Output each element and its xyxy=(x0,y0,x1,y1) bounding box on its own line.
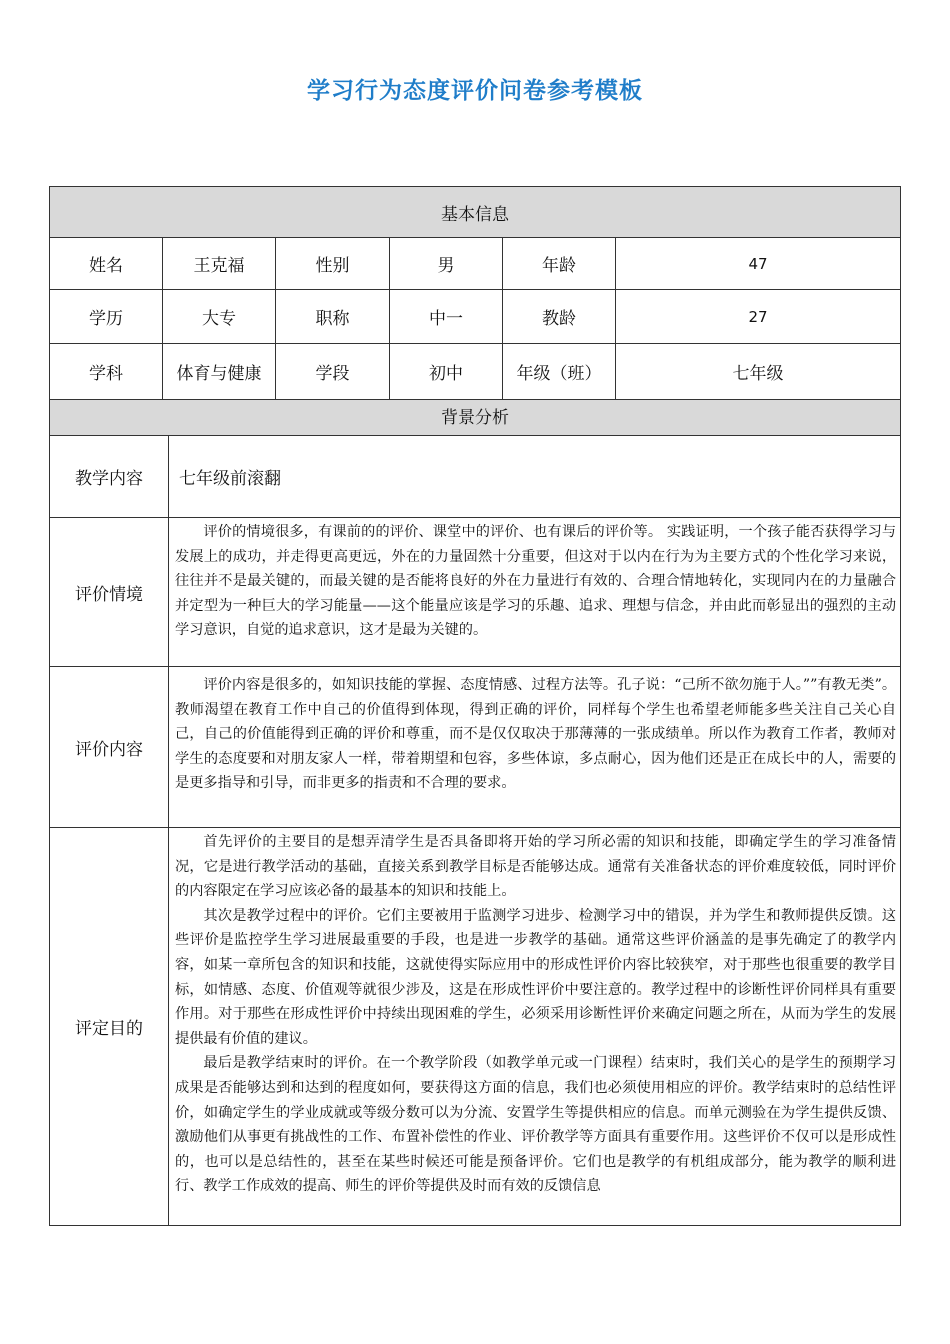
document-title: 学习行为态度评价问卷参考模板 xyxy=(307,78,643,104)
table-row xyxy=(50,436,901,518)
purpose-label: 评定目的 xyxy=(50,828,169,1226)
table-row xyxy=(50,238,901,290)
education-value: 大专 xyxy=(163,290,276,344)
teaching-content-value: 七年级前滚翻 xyxy=(169,436,901,518)
teaching-years-label: 教龄 xyxy=(503,290,616,344)
subject-value: 体育与健康 xyxy=(163,344,276,400)
purpose-paragraph-1: 首先评价的主要目的是想弄清学生是否具备即将开始的学习所必需的知识和技能，即确定学生的学习准备情况，它是进行教学活动的基础，直接关系到教学目标是否能够达成。通常有关准备状态的评价难度较低，同时评价的内容限定在学习应该必备的最基本的知识和技能上。 xyxy=(175,834,897,900)
subject-label: 学科 xyxy=(50,344,163,400)
evaluation-content-cell xyxy=(169,667,901,828)
stage-value: 初中 xyxy=(390,344,503,400)
stage-label: 学段 xyxy=(276,344,390,400)
rank-value: 中一 xyxy=(390,290,503,344)
gender-label: 性别 xyxy=(276,238,390,290)
rank-label: 职称 xyxy=(276,290,390,344)
context-text: 评价的情境很多，有课前的的评价、课堂中的评价、也有课后的评价等。 实践证明，一个孩子能否获得学习与发展上的成功，并走得更高更远，外在的力量固然十分重要，但这对于以内在行为为主要方式的个性化学习来说，往往并不是最关键的，而最关键的是否能将良好的外在力量进行有效的、合理合情地转化，实现同内在的力量融合并定型为一种巨大的学习能量——这个能量应该是学习的乐趣、追求、理想与信念，并由此而彰显出的强烈的主动学习意识，自觉的追求意识，这才是最为关键的。 xyxy=(175,524,897,639)
purpose-paragraph-3: 最后是教学结束时的评价。在一个教学阶段（如教学单元或一门课程）结束时，我们关心的是学生的预期学习成果是否能够达到和达到的程度如何，要获得这方面的信息，我们也必须使用相应的评价。教学结束时的总结性评价，如确定学生的学业成就或等级分数可以为分流、安置学生等提供相应的信息。而单元测验在为学生提供反馈、激励他们从事更有挑战性的工作、布置补偿性的作业、评价教学等方面具有重要作用。这些评价不仅可以是形成性的，也可以是总结性的，甚至在某些时候还可能是预备评价。它们也是教学的有机组成部分，能为教学的顺利进行、教学工作成效的提高、师生的评价等提供及时而有效的反馈信息 xyxy=(175,1055,897,1195)
evaluation-content-label: 评价内容 xyxy=(50,667,169,828)
table-row xyxy=(50,667,901,828)
teaching-years-value: 27 xyxy=(616,290,901,344)
education-label: 学历 xyxy=(50,290,163,344)
name-label: 姓名 xyxy=(50,238,163,290)
background-header-row xyxy=(50,400,901,436)
context-label: 评价情境 xyxy=(50,518,169,667)
context-cell xyxy=(169,518,901,667)
table-row xyxy=(50,290,901,344)
teaching-content-label: 教学内容 xyxy=(50,436,169,518)
purpose-paragraph-2: 其次是教学过程中的评价。它们主要被用于监测学习进步、检测学习中的错误，并为学生和教师提供反馈。这些评价是监控学生学习进展最重要的手段，也是进一步教学的基础。通常这些评价涵盖的是事先确定了的教学内容，如某一章所包含的知识和技能，这就使得实际应用中的形成性评价内容比较狭窄，对于那些也很重要的教学目标，如情感、态度、价值观等就很少涉及，这是在形成性评价中要注意的。教学过程中的诊断性评价同样具有重要作用。对于那些在形成性评价中持续出现困难的学生，必须采用诊断性评价来确定问题之所在，从而为学生的发展提供最有价值的建议。 xyxy=(175,907,897,1047)
background-header: 背景分析 xyxy=(50,400,901,436)
gender-value: 男 xyxy=(390,238,503,290)
basic-info-header-row xyxy=(50,187,901,238)
table-row xyxy=(50,518,901,667)
age-value: 47 xyxy=(616,238,901,290)
grade-value: 七年级 xyxy=(616,344,901,400)
grade-label: 年级（班） xyxy=(503,344,616,400)
table-row xyxy=(50,344,901,400)
evaluation-content-text: 评价内容是很多的，如知识技能的掌握、态度情感、过程方法等。孔子说：“己所不欲勿施于人。””有教无类”。教师渴望在教育工作中自己的价值得到体现，得到正确的评价，同样每个学生也希望老师能多些关注自己关心自己，自己的价值能得到正确的评价和尊重，而不是仅仅取决于那薄薄的一张成绩单。所以作为教育工作者，教师对学生的态度要和对朋友家人一样，带着期望和包容，多些体谅，多点耐心，因为他们还是正在成长中的人，需要的是更多指导和引导，而非更多的指责和不合理的要求。 xyxy=(175,677,897,792)
basic-info-header: 基本信息 xyxy=(50,187,901,238)
purpose-cell xyxy=(169,828,901,1226)
age-label: 年龄 xyxy=(503,238,616,290)
table-row xyxy=(50,828,901,1226)
evaluation-form-table xyxy=(49,186,901,1226)
name-value: 王克福 xyxy=(163,238,276,290)
